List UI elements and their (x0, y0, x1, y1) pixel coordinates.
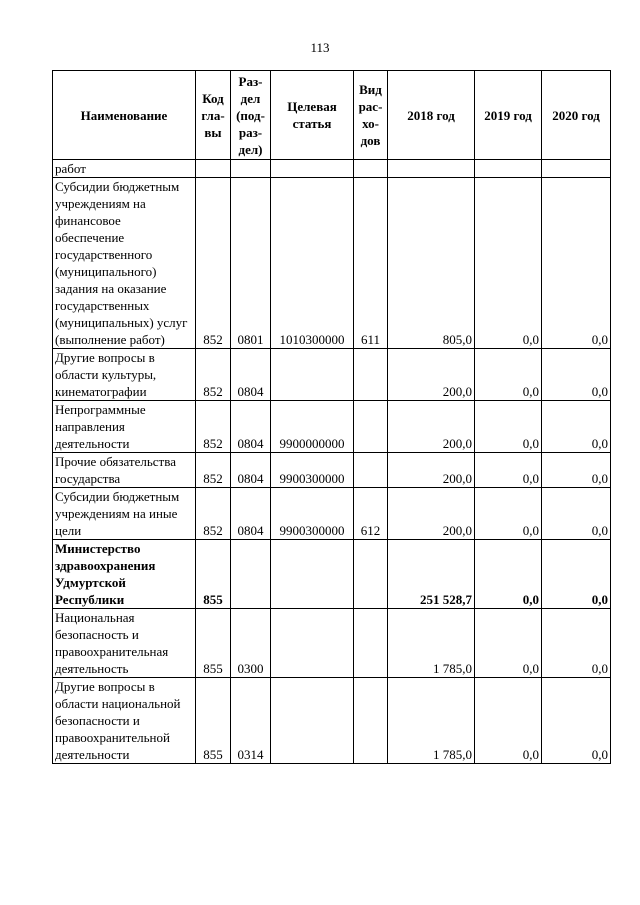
cell-2019: 0,0 (475, 540, 542, 609)
cell-2019: 0,0 (475, 453, 542, 488)
cell-name: Субсидии бюджетным учреждениям на финансовое обеспечение государственного (муниципального) задания на оказание государственных (муниципальных) услуг (выполнение работ) (53, 178, 196, 349)
cell-target (271, 540, 354, 609)
table-row (53, 160, 611, 178)
cell-name: Министерство здравоохранения Удмуртской Республики (53, 540, 196, 609)
col-header-2018: 2018 год (388, 71, 475, 160)
cell-2020: 0,0 (542, 540, 611, 609)
cell-expense (354, 349, 388, 401)
cell-2018 (388, 160, 475, 178)
cell-2020: 0,0 (542, 453, 611, 488)
cell-expense: 611 (354, 178, 388, 349)
cell-2020: 0,0 (542, 401, 611, 453)
cell-target (271, 349, 354, 401)
cell-expense: 612 (354, 488, 388, 540)
cell-2020 (542, 160, 611, 178)
cell-2018: 200,0 (388, 349, 475, 401)
cell-expense (354, 678, 388, 764)
cell-chapter: 852 (196, 349, 231, 401)
cell-2019: 0,0 (475, 349, 542, 401)
cell-target (271, 678, 354, 764)
cell-chapter: 855 (196, 678, 231, 764)
table-row (53, 349, 611, 401)
col-header-name: Наименование (53, 71, 196, 160)
cell-target: 9900300000 (271, 453, 354, 488)
page-number: 113 (310, 40, 330, 55)
cell-2018: 805,0 (388, 178, 475, 349)
cell-2019 (475, 160, 542, 178)
table-row (53, 178, 611, 349)
cell-2018: 1 785,0 (388, 678, 475, 764)
cell-section: 0314 (231, 678, 271, 764)
cell-target (271, 160, 354, 178)
cell-2019: 0,0 (475, 609, 542, 678)
cell-chapter: 852 (196, 488, 231, 540)
table-row (53, 540, 611, 609)
cell-2019: 0,0 (475, 178, 542, 349)
cell-2020: 0,0 (542, 609, 611, 678)
cell-section: 0804 (231, 349, 271, 401)
cell-2020: 0,0 (542, 349, 611, 401)
cell-section: 0804 (231, 488, 271, 540)
cell-target: 9900000000 (271, 401, 354, 453)
cell-section: 0804 (231, 401, 271, 453)
cell-2018: 200,0 (388, 453, 475, 488)
cell-name: Субсидии бюджетным учреждениям на иные цели (53, 488, 196, 540)
header-row (53, 71, 611, 160)
table-row (53, 488, 611, 540)
table-row (53, 453, 611, 488)
cell-section: 0801 (231, 178, 271, 349)
cell-chapter: 852 (196, 401, 231, 453)
cell-expense (354, 453, 388, 488)
cell-expense (354, 401, 388, 453)
cell-name: Национальная безопасность и правоохранительная деятельность (53, 609, 196, 678)
cell-2018: 200,0 (388, 488, 475, 540)
table-row (53, 678, 611, 764)
cell-target: 1010300000 (271, 178, 354, 349)
cell-2020: 0,0 (542, 178, 611, 349)
cell-2020: 0,0 (542, 488, 611, 540)
col-header-chapter: Код гла- вы (196, 71, 231, 160)
cell-2019: 0,0 (475, 401, 542, 453)
cell-section (231, 160, 271, 178)
cell-section: 0804 (231, 453, 271, 488)
cell-name: работ (53, 160, 196, 178)
table-row (53, 401, 611, 453)
cell-chapter: 852 (196, 453, 231, 488)
col-header-section: Раз- дел (под- раз- дел) (231, 71, 271, 160)
cell-chapter: 855 (196, 609, 231, 678)
col-header-target: Целевая статья (271, 71, 354, 160)
cell-name: Другие вопросы в области культуры, кинематографии (53, 349, 196, 401)
col-header-expense: Вид рас- хо- дов (354, 71, 388, 160)
cell-name: Другие вопросы в области национальной безопасности и правоохранительной деятельности (53, 678, 196, 764)
col-header-2020: 2020 год (542, 71, 611, 160)
cell-expense (354, 160, 388, 178)
budget-table (52, 70, 611, 764)
table-row (53, 609, 611, 678)
cell-chapter (196, 160, 231, 178)
cell-target: 9900300000 (271, 488, 354, 540)
col-header-2019: 2019 год (475, 71, 542, 160)
cell-chapter: 855 (196, 540, 231, 609)
cell-expense (354, 609, 388, 678)
cell-2019: 0,0 (475, 678, 542, 764)
cell-2018: 1 785,0 (388, 609, 475, 678)
cell-section (231, 540, 271, 609)
cell-name: Непрограммные направления деятельности (53, 401, 196, 453)
cell-chapter: 852 (196, 178, 231, 349)
cell-2018: 200,0 (388, 401, 475, 453)
cell-2018: 251 528,7 (388, 540, 475, 609)
cell-target (271, 609, 354, 678)
cell-section: 0300 (231, 609, 271, 678)
cell-2019: 0,0 (475, 488, 542, 540)
cell-expense (354, 540, 388, 609)
cell-2020: 0,0 (542, 678, 611, 764)
cell-name: Прочие обязательства государства (53, 453, 196, 488)
